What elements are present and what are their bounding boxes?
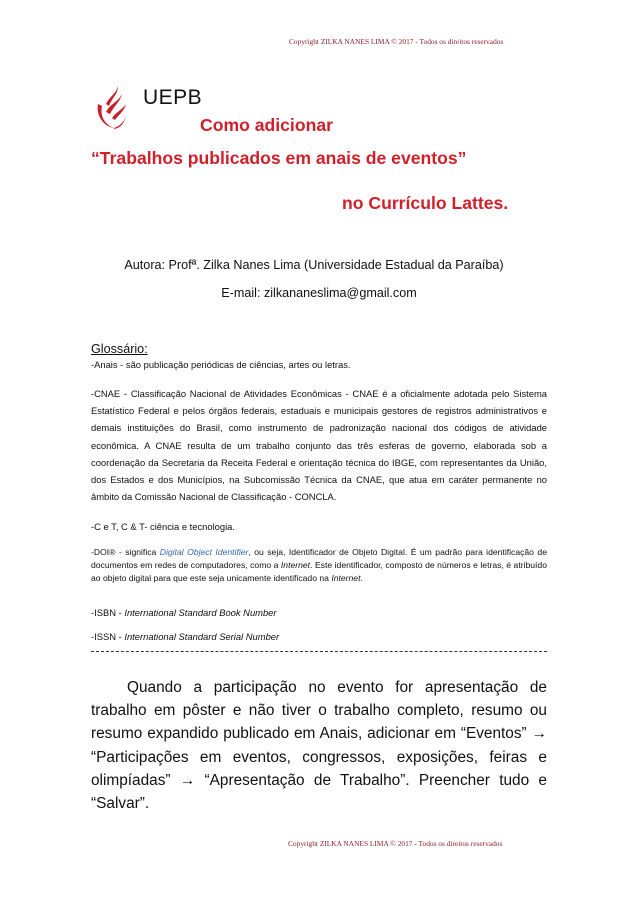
uepb-logo-text: UEPB — [143, 86, 203, 109]
email-line: E-mail: zilkananeslima@gmail.com — [221, 286, 417, 300]
glossary-cnae: -CNAE - Classificação Nacional de Atividades Econômicas - CNAE é a oficialmente adotada pelo Sistema Estatístico Federal e pelos órgãos federais, estaduais e municipais gestores de registros administrativos e demais instituições do Brasil, como instrumento de padronização nacional dos códigos de atividade econômica. A CNAE resulta de um trabalho conjunto das três esferas de governo, elaborada sob a coordenação da Secretaria da Receita Federal e orientação técnica do IBGE, com representantes da União, dos Estados e dos Municípios, na Subcomissão Técnica da CNAE, que atua em caráter permanente no âmbito da Comissão Nacional de Classificação - CONCLA. — [91, 388, 547, 503]
issn-prefix: -ISSN - — [91, 631, 125, 642]
doi-prefix: -DOI® - significa — [91, 547, 160, 557]
glossary-cet: -C e T, C & T- ciência e tecnologia. — [91, 521, 235, 532]
title-line-2: “Trabalhos publicados em anais de eventos” — [91, 148, 467, 168]
copyright-header: Copyright ZILKA NANES LIMA © 2017 - Todos os direitos reservados — [289, 37, 504, 46]
isbn-prefix: -ISBN - — [91, 607, 125, 618]
doi-link[interactable]: Digital Object Identifier — [159, 547, 249, 557]
glossary-anais: -Anais - são publicação periódicas de ciências, artes ou letras. — [91, 359, 351, 370]
copyright-footer: Copyright ZILKA NANES LIMA © 2017 - Todos os direitos reservados — [288, 839, 503, 848]
isbn-text: International Standard Book Number — [124, 607, 277, 618]
glossary-issn — [91, 628, 547, 645]
doi-internet-1: Internet — [280, 560, 311, 570]
glossary-heading: Glossário: — [91, 342, 148, 356]
glossary-doi — [91, 546, 547, 585]
dashed-divider — [91, 651, 547, 652]
author-line — [0, 258, 638, 272]
title-line-1: Como adicionar — [200, 115, 333, 135]
issn-text: International Standard Serial Number — [124, 631, 280, 642]
body-text: Quando a participação no evento for apresentação de trabalho em pôster e não tiver o trabalho completo, resumo ou resumo expandido publicado em Anais, adicionar em “Eventos” → “Participações em eventos, congressos, exposições, feiras e olimpíadas” → “Apresentação de Trabalho”. Preencher tudo e “Salvar”. — [91, 679, 547, 813]
body-paragraph — [91, 676, 547, 815]
title-line-3: no Currículo Lattes. — [342, 193, 509, 213]
uepb-flame-logo-icon — [94, 82, 128, 130]
glossary-isbn — [91, 604, 547, 621]
doi-mid: , ou seja, Identificador de Objeto Digital. É um padrão para identificação de documentos em redes de computadores, como a — [91, 547, 547, 570]
doi-mid-2: . Este identificador, composto de números e letras, é atribuído ao objeto digital para que este seja unicamente identificado na — [91, 560, 547, 583]
doi-end: . — [360, 573, 363, 583]
doi-internet-2: Internet — [331, 573, 361, 583]
author-text: Autora: Profª. Zilka Nanes Lima (Universidade Estadual da Paraíba) — [124, 258, 504, 272]
